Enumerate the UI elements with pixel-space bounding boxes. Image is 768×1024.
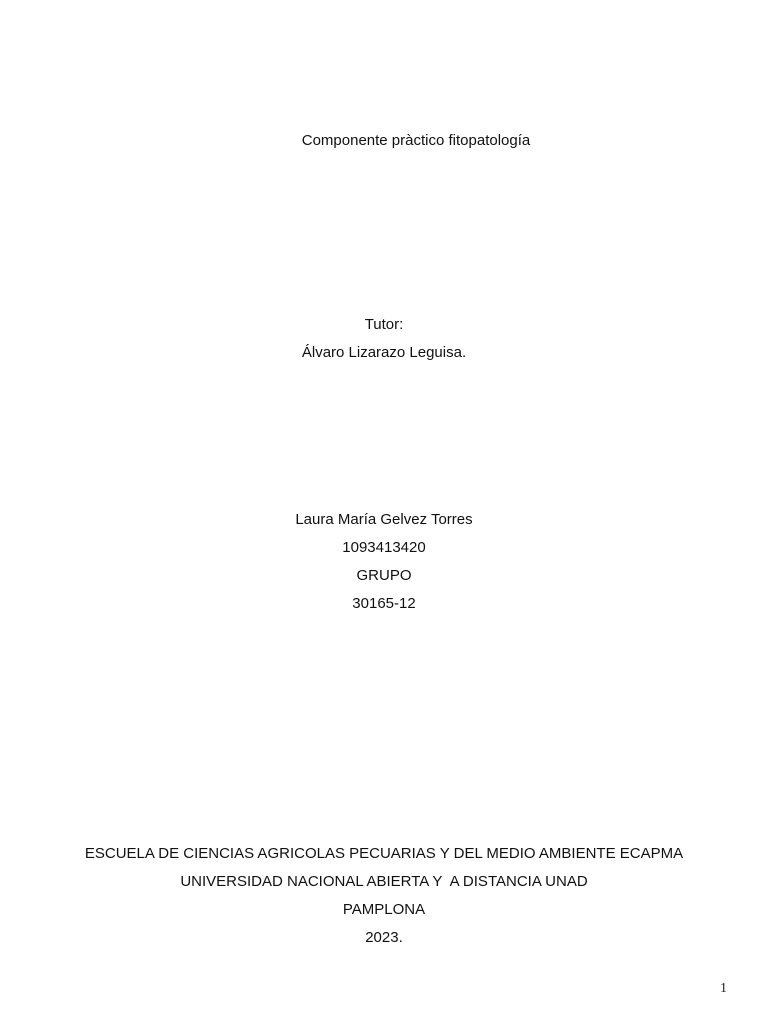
document-title: Componente pràctico fitopatología bbox=[301, 132, 531, 149]
page-number: 1 bbox=[720, 981, 727, 996]
student-id: 1093413420 bbox=[342, 539, 426, 556]
group-label: GRUPO bbox=[356, 567, 412, 584]
tutor-name: Álvaro Lizarazo Leguisa. bbox=[301, 344, 467, 361]
school-name: ESCUELA DE CIENCIAS AGRICOLAS PECUARIAS Y DEL MEDIO AMBIENTE ECAPMA bbox=[84, 845, 684, 862]
university-name: UNIVERSIDAD NACIONAL ABIERTA Y A DISTANCIA UNAD bbox=[180, 873, 588, 890]
document-year: 2023. bbox=[365, 929, 403, 946]
group-number: 30165-12 bbox=[352, 595, 416, 612]
student-name: Laura María Gelvez Torres bbox=[295, 511, 473, 528]
city-name: PAMPLONA bbox=[342, 901, 426, 918]
tutor-label: Tutor: bbox=[364, 316, 404, 333]
